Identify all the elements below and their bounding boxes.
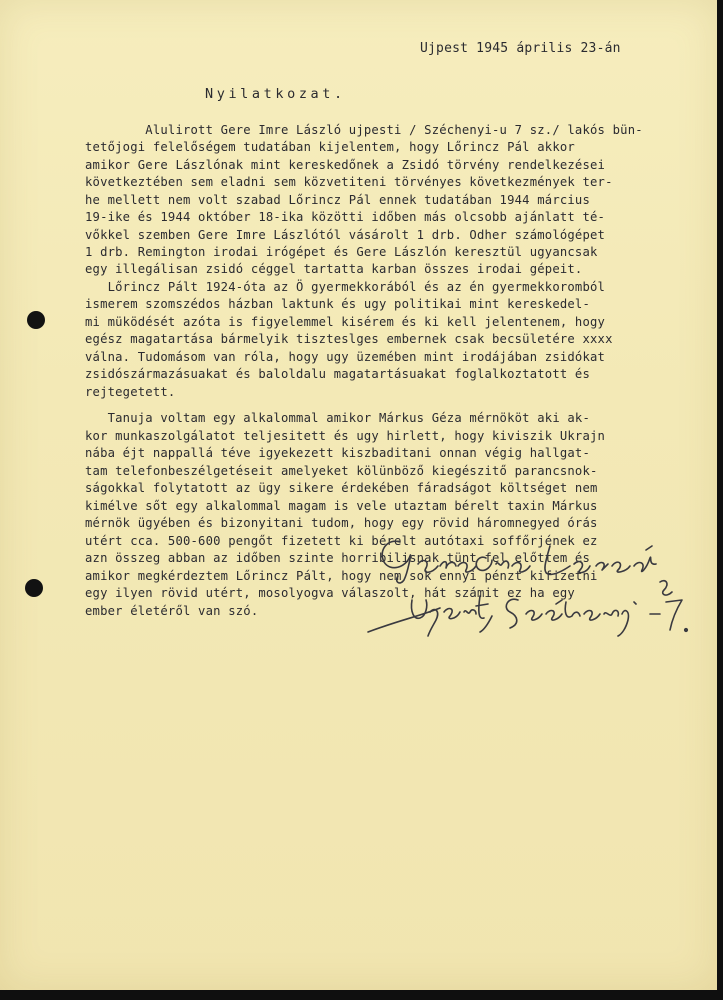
body-line: amikor megkérdeztem Lőrincz Pált, hogy nem sok ennyi pénzt kifizetni [85, 569, 598, 583]
body-line: ismerem szomszédos házban laktunk és ugy politikai mint kereskedel- [85, 297, 591, 311]
body-line: Alulirott Gere Imre László ujpesti / Széchenyi-u 7 sz./ lakós bün- [85, 123, 643, 137]
body-line: kor munkaszolgálatot teljesitett és ugy hirlett, hogy kiviszik Ukrajn [85, 429, 606, 443]
body-line: válna. Tudomásom van róla, hogy ugy üzemében mint irodájában zsidókat [85, 350, 606, 364]
body-line: egy illegálisan zsidó céggel tartatta karban összes irodai gépeit. [85, 262, 583, 276]
body-line: he mellett nem volt szabad Lőrincz Pál ennek tudatában 1944 március [85, 193, 591, 207]
body-line: Lőrincz Pált 1924-óta az Ö gyermekkorából és az én gyermekkoromból [85, 280, 606, 294]
body-line: kimélve sőt egy alkalommal magam is vele utaztam bérelt taxin Márkus [85, 499, 598, 513]
body-line: 1 drb. Remington irodai irógépet és Gere Lászlón keresztül ugyancsak [85, 245, 598, 259]
body-line: Tanuja voltam egy alkalommal amikor Márkus Géza mérnököt aki ak- [85, 411, 591, 425]
punch-hole-top [27, 311, 45, 329]
body-line: azn összeg abban az időben szinte horribilisnak tünt fel előttem és [85, 551, 591, 565]
body-line: egész magatartása bármelyik tiszteslges embernek csak becsületére xxxx [85, 332, 613, 346]
body-line: rejtegetett. [85, 385, 176, 399]
body-line: mi müködését azóta is figyelemmel kisérem és ki kell jelentenem, hogy [85, 315, 606, 329]
scan-edge-bottom [0, 990, 723, 1000]
body-line: következtében sem eladni sem közvetiteni törvényes következmények ter- [85, 175, 613, 189]
scan-edge-right [717, 0, 723, 1000]
signature-image [360, 520, 700, 650]
body-line: tetőjogi felelőségem tudatában kijelentem, hogy Lőrincz Pál akkor [85, 140, 575, 154]
body-line: tam telefonbeszélgetéseit amelyeket kölünböző kiegészitő parancsnok- [85, 464, 598, 478]
body-line: ságokkal folytatott az ügy sikere érdekében fáradságot költséget nem [85, 481, 598, 495]
body-line: utért cca. 500-600 pengőt fizetett ki bérelt autótaxi soffőrjének ez [85, 534, 598, 548]
handwritten-signature [360, 520, 700, 650]
document-date: Ujpest 1945 április 23-án [420, 41, 621, 56]
body-line: zsidószármazásuakat és baloldalu magatartásuakat foglalkoztatott és [85, 367, 591, 381]
punch-hole-bottom [25, 579, 43, 597]
body-line: 19-ike és 1944 október 18-ika közötti időben más olcsobb ajánlatt té- [85, 210, 606, 224]
body-line: nába éjt nappallá téve igyekezett kiszbaditani onnan végig hallgat- [85, 446, 591, 460]
body-line: amikor Gere Lászlónak mint kereskedőnek a Zsidó törvény rendelkezései [85, 158, 606, 172]
body-line: mérnök ügyében és bizonyitani tudom, hogy egy rövid háromnegyed órás [85, 516, 598, 530]
document-title: Nyilatkozat. [205, 86, 346, 102]
body-line: ember életéről van szó. [85, 604, 259, 618]
body-line: egy ilyen rövid utért, mosolyogva válaszolt, hát számit ez ha egy [85, 586, 575, 600]
body-line: vőkkel szemben Gere Imre Lászlótól vásárolt 1 drb. Odher számológépet [85, 228, 606, 242]
